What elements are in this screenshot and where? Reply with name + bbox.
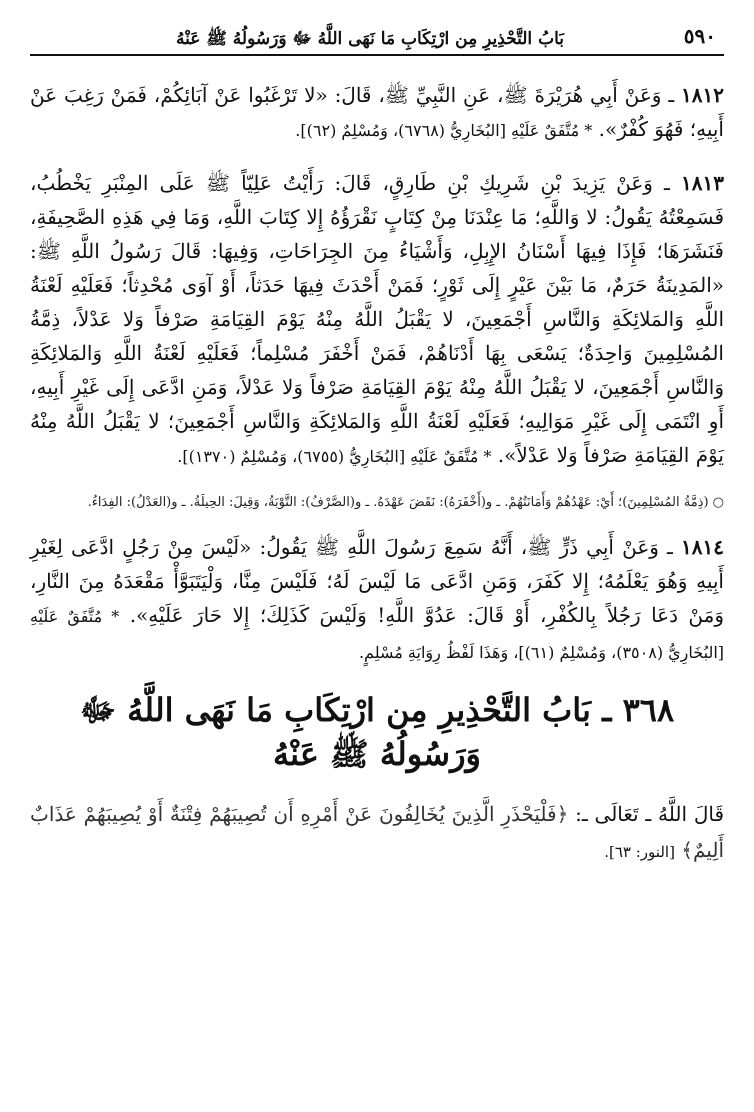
page-body (30, 78, 724, 890)
hadith-source: * مُتَّفَقٌ عَلَيْهِ [البُخَارِيُّ (٦٧٦٨)، وَمُسْلِمٌ (٦٢)]. (295, 121, 593, 140)
hadith-source: * مُتَّفَقٌ عَلَيْهِ [البُخَارِيُّ (٣٥٠٨)، وَمُسْلِمٌ (٦١)]، وَهَذَا لَفْظُ رِوَايَةِ مُسْلِمٍ. (30, 607, 724, 662)
hadith-number: ١٨١٢ (681, 83, 725, 107)
quran-verse: ﴿فَلْيَحْذَرِ الَّذِينَ يُخَالِفُونَ عَنْ أَمْرِهِ أَن تُصِيبَهُمْ فِتْنَةٌ أَوْ يُصِيبَهُمْ عَذَابٌ أَلِيمٌ﴾ (30, 802, 724, 862)
footnote: ○ (ذِمَّةُ المُسْلِمِينَ)؛ أَيْ: عَهْدُهُمْ وَأَمَانَتُهُمْ. ـ و(أَخْفَرَهُ): نَقَضَ عَهْدَهُ. ـ و(الصَّرْفُ): التَّوْبَةُ، وَقِيلَ: الحِيلَةُ. ـ و(العَدْلُ): الفِدَاءُ. (87, 495, 724, 510)
hadith-1813 (30, 166, 724, 474)
running-title: بَابُ التَّحْذِيرِ مِن ارْتِكَابِ مَا نَهَى اللَّهُ ﷻ وَرَسُولُهُ ﷺ عَنْهُ (176, 29, 564, 49)
hadith-text: ـ وَعَنْ يَزِيدَ بْنِ شَرِيكِ بْنِ طَارِقٍ، قَالَ: رَأَيْتُ عَلِيّاً ﷺ عَلَى المِنْبَرِ يَخْطُبُ، فَسَمِعْتُهُ يَقُولُ: لا وَاللَّهِ؛ مَا عِنْدَنَا مِنْ كِتَابٍ نَقْرَؤُهُ إِلا كِتَابَ اللَّهِ، وَمَا فِي هَذِهِ الصَّحِيفَةِ، فَنَشَرَهَا؛ فَإِذَا فِيهَا أَسْنَانُ الإِبِلِ، وَأَشْيَاءُ مِنَ الجِرَاحَاتِ، وَفِيهَا: قَالَ رَسُولُ اللَّهِ ﷺ: «المَدِينَةُ حَرَمٌ، مَا بَيْنَ عَيْرٍ إِلَى ثَوْرٍ؛ فَمَنْ أَحْدَثَ فِيهَا حَدَثاً، أَوْ آوَى مُحْدِثاً؛ فَعَلَيْهِ لَعْنَةُ اللَّهِ وَالمَلائِكَةِ وَالنَّاسِ أَجْمَعِينَ، لا يَقْبَلُ اللَّهُ مِنْهُ يَوْمَ القِيَامَةِ صَرْفاً وَلا عَدْلاً، ذِمَّةُ المُسْلِمِينَ وَاحِدَةٌ؛ يَسْعَى بِهَا أَدْنَاهُمْ، فَمَنْ أَخْفَرَ مُسْلِماً؛ فَعَلَيْهِ لَعْنَةُ اللَّهِ وَالمَلائِكَةِ وَالنَّاسِ أَجْمَعِينَ، لا يَقْبَلُ اللَّهُ مِنْهُ يَوْمَ القِيَامَةِ صَرْفاً وَلا عَدْلاً، وَمَنِ ادَّعَى إِلَى غَيْرِ أَبِيهِ، أَوِ انْتَمَى إِلَى غَيْرِ مَوَالِيهِ؛ فَعَلَيْهِ لَعْنَةُ اللَّهِ وَالمَلائِكَةِ وَالنَّاسِ أَجْمَعِينَ؛ لا يَقْبَلُ اللَّهُ مِنْهُ يَوْمَ القِيَامَةِ صَرْفاً وَلا عَدْلاً». (30, 171, 724, 467)
page-header (30, 18, 724, 52)
hadith-number: ١٨١٣ (681, 171, 725, 195)
quran-intro: قَالَ اللَّهُ ـ تَعَالَى ـ: (575, 802, 725, 826)
hadith-number: ١٨١٤ (681, 535, 724, 559)
header-divider (30, 54, 724, 56)
hadith-source: * مُتَّفَقٌ عَلَيْهِ [البُخَارِيُّ (٦٧٥٥)، وَمُسْلِمٌ (١٣٧٠)]. (177, 447, 492, 466)
page-number: ٥٩٠ (683, 24, 716, 48)
hadith-1812 (30, 78, 724, 148)
chapter-title: ٣٦٨ ـ بَابُ التَّحْذِيرِ مِن ارْتِكَابِ مَا نَهَى اللَّهُ ﷻ وَرَسُولُهُ ﷺ عَنْهُ (79, 691, 675, 773)
quran-quote (30, 796, 724, 870)
hadith-1814 (30, 530, 724, 670)
quran-reference: [النور: ٦٣]. (604, 843, 675, 861)
hadith-text: ـ وَعَنْ أَبِي هُرَيْرَةَ ﷺ، عَنِ النَّبِيِّ ﷺ، قَالَ: «لا تَرْغَبُوا عَنْ آبَائِكُمْ، فَمَنْ رَغِبَ عَنْ أَبِيهِ؛ فَهُوَ كُفْرٌ». (30, 83, 724, 141)
hadith-text: ـ وَعَنْ أَبِي ذَرٍّ ﷺ، أَنَّهُ سَمِعَ رَسُولَ اللَّهِ ﷺ يَقُولُ: «لَيْسَ مِنْ رَجُلٍ ادَّعَى لِغَيْرِ أَبِيهِ وَهُوَ يَعْلَمُهُ؛ إِلا كَفَرَ، وَمَنِ ادَّعَى مَا لَيْسَ لَهُ؛ فَلَيْسَ مِنَّا، وَلْيَتَبَوَّأْ مَقْعَدَهُ مِنَ النَّارِ، وَمَنْ دَعَا رَجُلاً بِالكُفْرِ، أَوْ قَالَ: عَدُوَّ اللَّهِ! وَلَيْسَ كَذَلِكَ؛ إِلا حَارَ عَلَيْهِ». (30, 535, 725, 627)
